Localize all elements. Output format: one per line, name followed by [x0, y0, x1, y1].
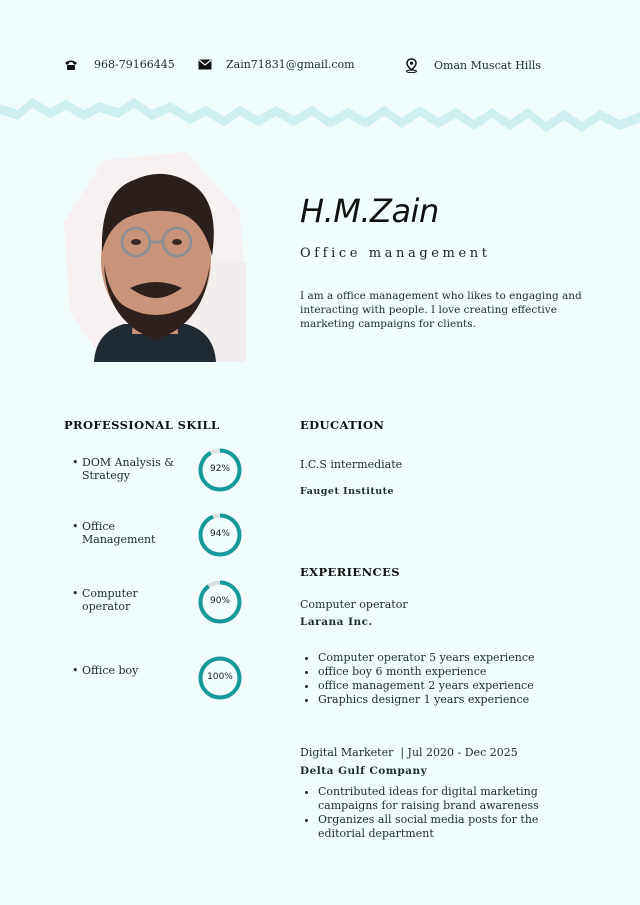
skill-label: • Office Management — [82, 520, 182, 546]
job-bullets — [300, 651, 618, 707]
phone-icon — [64, 59, 78, 71]
candidate-role: Office management — [300, 246, 491, 261]
job-bullet: • office management 2 years experience — [318, 679, 618, 693]
contact-location — [405, 58, 541, 73]
education-heading: EDUCATION — [300, 418, 385, 432]
job-bullet: • Graphics designer 1 years experience — [318, 693, 618, 707]
job-bullet: • Contributed ideas for digital marketing campaigns for raising brand awareness — [318, 785, 568, 813]
skill-percent: 90% — [209, 596, 230, 606]
experiences-heading: EXPERIENCES — [300, 565, 400, 579]
envelope-icon — [198, 59, 212, 70]
skills-heading: PROFESSIONAL SKILL — [64, 418, 220, 432]
skill-label: • DOM Analysis & Strategy — [82, 456, 182, 482]
job-company: Delta Gulf Company — [300, 765, 428, 777]
skill-percent: 94% — [209, 529, 230, 539]
email-address[interactable]: Zain71831@gmail.com — [226, 58, 355, 71]
skill-label: • Computer operator — [82, 587, 182, 613]
decorative-wave — [0, 92, 640, 132]
job-bullet: • Computer operator 5 years experience — [318, 651, 618, 665]
contact-phone — [64, 58, 175, 71]
job-bullets — [300, 785, 568, 841]
location-text: Oman Muscat Hills — [434, 59, 542, 72]
candidate-name: H.M.Zain — [300, 192, 439, 230]
profile-photo — [64, 152, 246, 362]
job-company: Larana Inc. — [300, 616, 373, 628]
job-title: Digital Marketer | Jul 2020 - Dec 2025 — [300, 746, 518, 759]
job-bullet: • office boy 6 month experience — [318, 665, 618, 679]
job-title: Computer operator — [300, 598, 408, 611]
job-bullet: • Organizes all social media posts for the editorial department — [318, 813, 568, 841]
education-degree: I.C.S intermediate — [300, 458, 403, 471]
location-pin-icon — [405, 58, 418, 73]
phone-number[interactable]: 968-79166445 — [94, 58, 175, 71]
skill-percent: 92% — [209, 464, 230, 474]
skill-percent: 100% — [207, 672, 233, 682]
contact-email — [198, 58, 355, 71]
education-institute: Fauget Institute — [300, 486, 395, 497]
profile-summary: I am a office management who likes to engaging and interacting with people. I love creating effective marketing campaigns for clients. — [300, 290, 582, 330]
skill-label: • Office boy — [82, 664, 182, 677]
